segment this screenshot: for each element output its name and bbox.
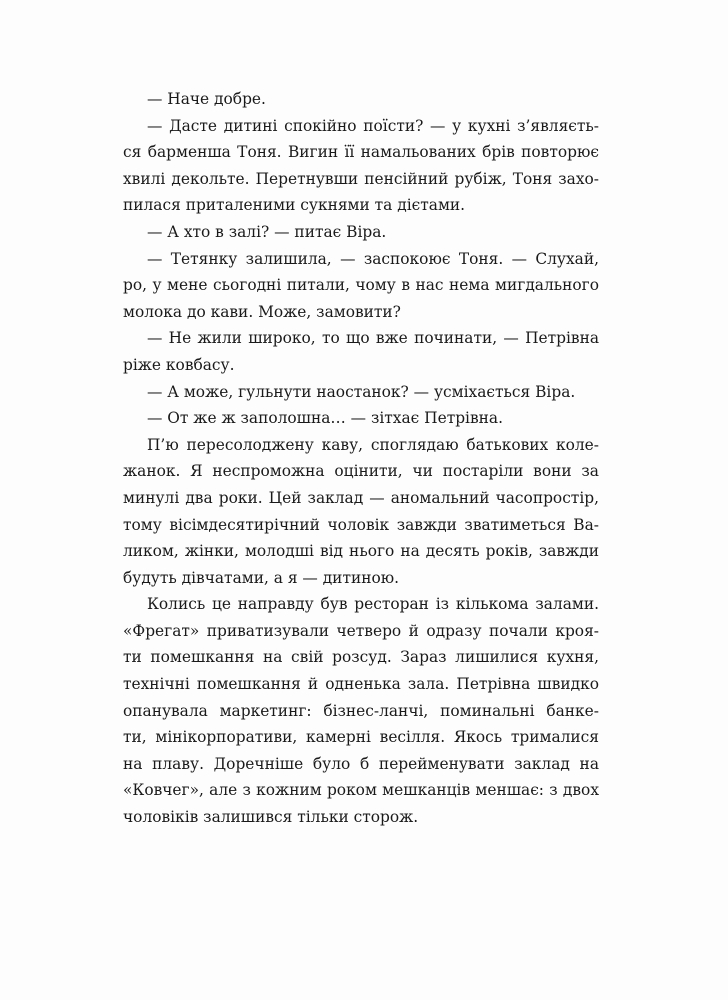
text-line: — А хто в залі? — питає Віра. [147,222,387,241]
text-line: ся барменша Тоня. Вигин її намальованих брів повторює [123,143,599,162]
text-line: минулі два роки. Цей заклад — аномальний часопростір, [123,488,599,507]
text-line: будуть дівчатами, а я — дитиною. [123,568,400,587]
text-line: технічні помешкання й одненька зала. Петрівна швидко [123,675,599,694]
text-line: ти помешкання на свій розсуд. Зараз лишилися кухня, [123,648,599,667]
text-line: молока до кави. Може, замовити? [123,302,401,321]
text-line: Колись це направду був ресторан із кількома залами. [147,595,599,614]
text-line: — Наче добре. [147,90,266,108]
text-line: ти, мінікорпоративи, камерні весілля. Якось трималися [123,728,599,747]
text-line: чоловіків залишився тільки сторож. [123,808,419,827]
text-line: — Дасте дитині спокійно поїсти? — у кухні з’являєть- [147,116,599,135]
text-line: на плаву. Доречніше було б перейменувати заклад на [123,754,599,773]
text-line: «Фрегат» приватизували четверо й одразу почали кроя- [123,621,599,640]
text-line: — От же ж заполошна… — зітхає Петрівна. [147,409,503,428]
text-line: тому вісімдесятирічний чоловік завжди зватиметься Ва- [123,515,599,534]
text-line: — Тетянку залишила, — заспокоює Тоня. — Слухай, [147,249,599,268]
text-line: хвилі декольте. Перетнувши пенсійний рубіж, Тоня захо- [123,169,599,188]
text-line: пилася приталеними сукнями та дієтами. [123,196,466,215]
text-line: опанувала маркетинг: бізнес-ланчі, поминальні банке- [123,701,599,720]
text-line: — А може, гульнути наостанок? — усміхається Віра. [147,382,576,401]
text-line: П’ю пересолоджену каву, споглядаю батькових коле- [147,435,599,454]
body-text [123,86,599,831]
text-line: «Ковчег», але з кожним роком мешканців меншає: з двох [123,781,599,800]
text-line: ликом, жінки, молодші від нього на десять років, завжди [123,542,599,561]
text-line: ро, у мене сьогодні питали, чому в нас нема мигдального [123,276,599,295]
text-line: ріже ковбасу. [123,355,235,374]
text-line: — Не жили широко, то що вже починати, — Петрівна [147,329,599,348]
text-line: жанок. Я неспроможна оцінити, чи постаріли вони за [123,462,599,481]
